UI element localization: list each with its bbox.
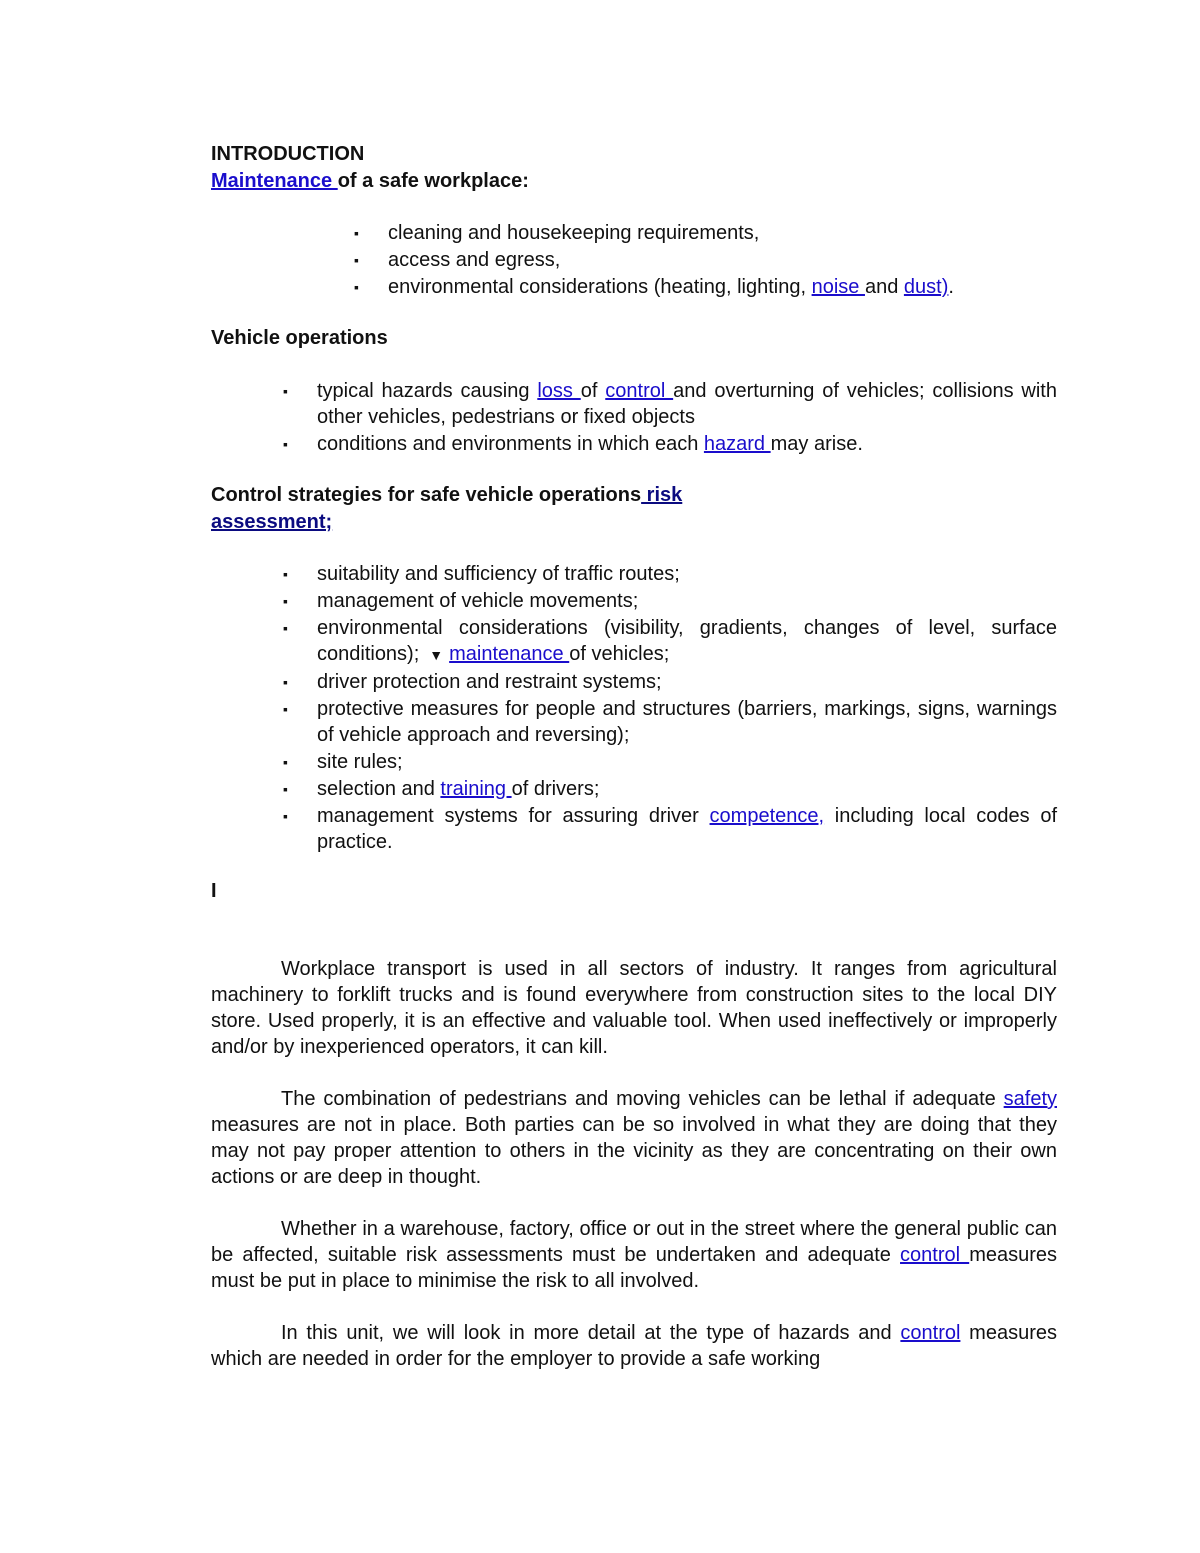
vehicle-list	[283, 378, 1057, 458]
square-bullet-icon: ▪	[283, 620, 288, 636]
square-bullet-icon: ▪	[283, 754, 288, 770]
vehicle-heading: Vehicle operations	[211, 327, 388, 349]
square-bullet-icon: ▪	[354, 225, 359, 241]
stray-letter: I	[211, 880, 217, 902]
control-hazards-link[interactable]: control	[900, 1322, 961, 1344]
loss-link[interactable]: loss	[537, 380, 581, 402]
square-bullet-icon: ▪	[283, 674, 288, 690]
list-item: ▪ typical hazards causing loss of control and overturning of vehicles; collisions with other vehicles, pedestrians or fixed objects	[283, 380, 1057, 428]
square-bullet-icon: ▪	[283, 436, 288, 452]
hazard-link[interactable]: hazard	[703, 433, 771, 455]
intro-heading: INTRODUCTION	[211, 143, 365, 165]
list-item: ▪ site rules;	[283, 751, 403, 773]
list-item: ▪ protective measures for people and structures (barriers, markings, signs, warnings of vehicle approach and reversing);	[283, 698, 1057, 746]
paragraph-pedestrians: The combination of pedestrians and moving vehicles can be lethal if adequate safety measures are not in place. Both parties can be so involved in what they are doing that they may not pay proper attention to others in the vicinity as they are concentrating on their own actions or are deep in thought.	[211, 1088, 1057, 1188]
maintenance-vehicles-link[interactable]: maintenance	[449, 643, 570, 665]
paragraph-this-unit: In this unit, we will look in more detail at the type of hazards and control measures which are needed in order for the employer to provide a safe working	[211, 1322, 1057, 1370]
paragraph-risk-assessments: Whether in a warehouse, factory, office or out in the street where the general public can be affected, suitable risk assessments must be undertaken and adequate control measures must be put in place to minimise the risk to all involved.	[211, 1218, 1057, 1292]
dust-link[interactable]: dust)	[903, 276, 949, 298]
list-item: ▪ management systems for assuring driver competence, including local codes of practice.	[283, 805, 1057, 853]
intro-subheading	[211, 168, 1057, 195]
square-bullet-icon: ▪	[283, 383, 288, 399]
square-bullet-icon: ▪	[283, 566, 288, 582]
paragraph-workplace-transport: Workplace transport is used in all sectors of industry. It ranges from agricultural machinery to forklift trucks and is found everywhere from construction sites to the local DIY store. Used properly, it is an effective and valuable tool. When used ineffectively or improperly and/or by inexperienced operators, it can kill.	[211, 958, 1057, 1058]
list-item: ▪ conditions and environments in which each hazard may arise.	[283, 433, 863, 455]
folder-icon: ▼	[429, 647, 444, 663]
list-item: ▪ cleaning and housekeeping requirements,	[354, 222, 760, 244]
control-link[interactable]: control	[605, 380, 674, 402]
list-item: ▪ access and egress,	[354, 249, 561, 271]
safety-link[interactable]: safety	[1003, 1088, 1057, 1110]
square-bullet-icon: ▪	[283, 593, 288, 609]
intro-list	[354, 220, 1068, 301]
list-item: ▪ suitability and sufficiency of traffic routes;	[283, 563, 680, 585]
list-item: ▪ driver protection and restraint systems;	[283, 671, 662, 693]
square-bullet-icon: ▪	[283, 808, 288, 824]
training-link[interactable]: training	[440, 778, 512, 800]
assessment-link[interactable]: assessment;	[211, 511, 333, 533]
noise-link[interactable]: noise	[811, 276, 865, 298]
control-measures-link[interactable]: control	[900, 1244, 970, 1266]
maintenance-link[interactable]: Maintenance	[211, 170, 338, 192]
control-heading: Control strategies for safe vehicle operations risk assessment;	[211, 484, 683, 533]
square-bullet-icon: ▪	[354, 252, 359, 268]
square-bullet-icon: ▪	[283, 701, 288, 717]
intro-subheading-text: of a safe workplace:	[337, 170, 529, 192]
risk-link[interactable]: risk	[641, 484, 683, 506]
list-item: ▪ environmental considerations (heating, lighting, noise and dust).	[354, 276, 954, 298]
control-list	[283, 561, 1057, 856]
list-item: ▪ selection and training of drivers;	[283, 778, 600, 800]
list-item: ▪ environmental considerations (visibility, gradients, changes of level, surface conditions); ▼ maintenance of vehicles;	[317, 615, 1057, 668]
list-item: ▪ management of vehicle movements;	[283, 590, 639, 612]
square-bullet-icon: ▪	[283, 781, 288, 797]
square-bullet-icon: ▪	[354, 279, 359, 295]
competence-link[interactable]: competence,	[709, 805, 825, 827]
